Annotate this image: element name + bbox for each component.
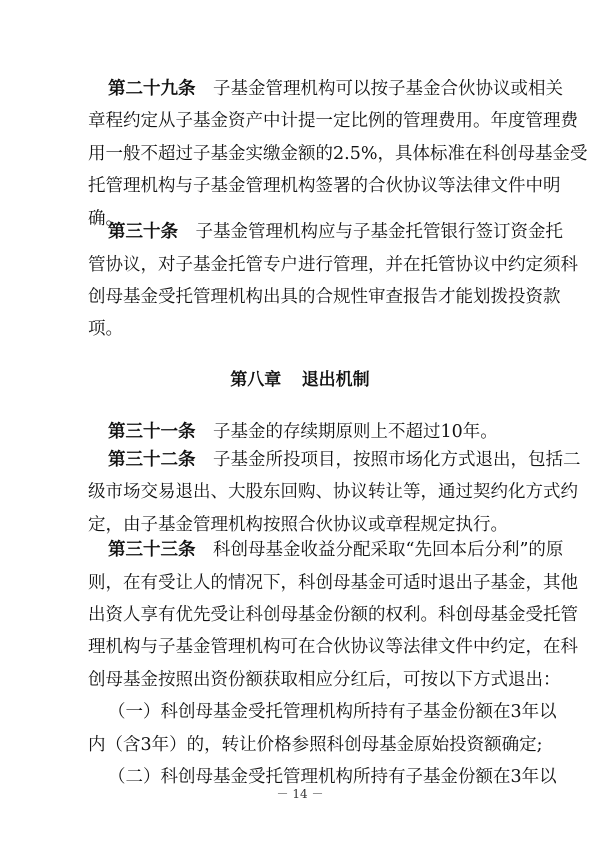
item-1-line-2: 内（含3年）的，转让价格参照科创母基金原始投资额确定; [88, 735, 543, 755]
article-32-line-1 [108, 449, 581, 471]
article-30-label: 第三十条 [108, 222, 178, 242]
article-30-text: 子基金管理机构应与子基金托管银行签订资金托 [195, 222, 563, 242]
article-32-text: 子基金所投项目，按照市场化方式退出，包括二 [213, 450, 581, 470]
item-2-line-1: （二）科创母基金受托管理机构所持有子基金份额在3年以 [108, 767, 557, 787]
article-32-label: 第三十二条 [108, 450, 196, 470]
article-29-line-3: 用一般不超过子基金实缴金额的2.5%，具体标准在科创母基金受 [88, 144, 588, 164]
article-30-line-3: 创母基金受托管理机构出具的合规性审查报告才能划拨投资款 [88, 287, 561, 307]
item-1-line-1: （一）科创母基金受托管理机构所持有子基金份额在3年以 [108, 702, 557, 722]
article-33-line-1 [108, 539, 564, 561]
article-30-line-1 [108, 221, 563, 243]
article-29-line-1 [108, 78, 563, 100]
article-33-label: 第三十三条 [108, 540, 196, 560]
article-31-line-1 [108, 421, 518, 443]
chapter-title: 退出机制 [301, 370, 370, 390]
article-29-line-4: 托管理机构与子基金管理机构签署的合伙协议等法律文件中明 [88, 176, 561, 196]
article-33-line-3: 出资人享有优先受让科创母基金份额的权利。科创母基金受托管 [88, 605, 578, 625]
chapter-heading [0, 369, 600, 391]
chapter-number: 第八章 [230, 370, 282, 390]
page-number: － 14 － [276, 787, 324, 801]
article-29-label: 第二十九条 [108, 79, 196, 99]
article-33-line-2: 则，在有受让人的情况下，科创母基金可适时退出子基金，其他 [88, 573, 578, 593]
article-29-line-5: 确。 [88, 209, 123, 229]
article-33-text: 科创母基金收益分配采取“先回本后分利”的原 [213, 540, 564, 560]
article-32-line-3: 定，由子基金管理机构按照合伙协议或章程规定执行。 [88, 515, 508, 535]
article-31-text: 子基金的存续期原则上不超过10年。 [213, 422, 498, 442]
article-30-line-2: 管协议，对子基金托管专户进行管理，并在托管协议中约定须科 [88, 255, 578, 275]
article-33-line-4: 理机构与子基金管理机构可在合伙协议等法律文件中约定，在科 [88, 637, 578, 657]
article-33-line-5: 创母基金按照出资份额获取相应分红后，可按以下方式退出： [88, 670, 561, 690]
article-30-line-4: 项。 [88, 319, 123, 339]
article-29-text: 子基金管理机构可以按子基金合伙协议或相关 [213, 79, 563, 99]
article-32-line-2: 级市场交易退出、大股东回购、协议转让等，通过契约化方式约 [88, 482, 578, 502]
article-29-line-2: 章程约定从子基金资产中计提一定比例的管理费用。年度管理费 [88, 111, 578, 131]
article-31-label: 第三十一条 [108, 422, 196, 442]
